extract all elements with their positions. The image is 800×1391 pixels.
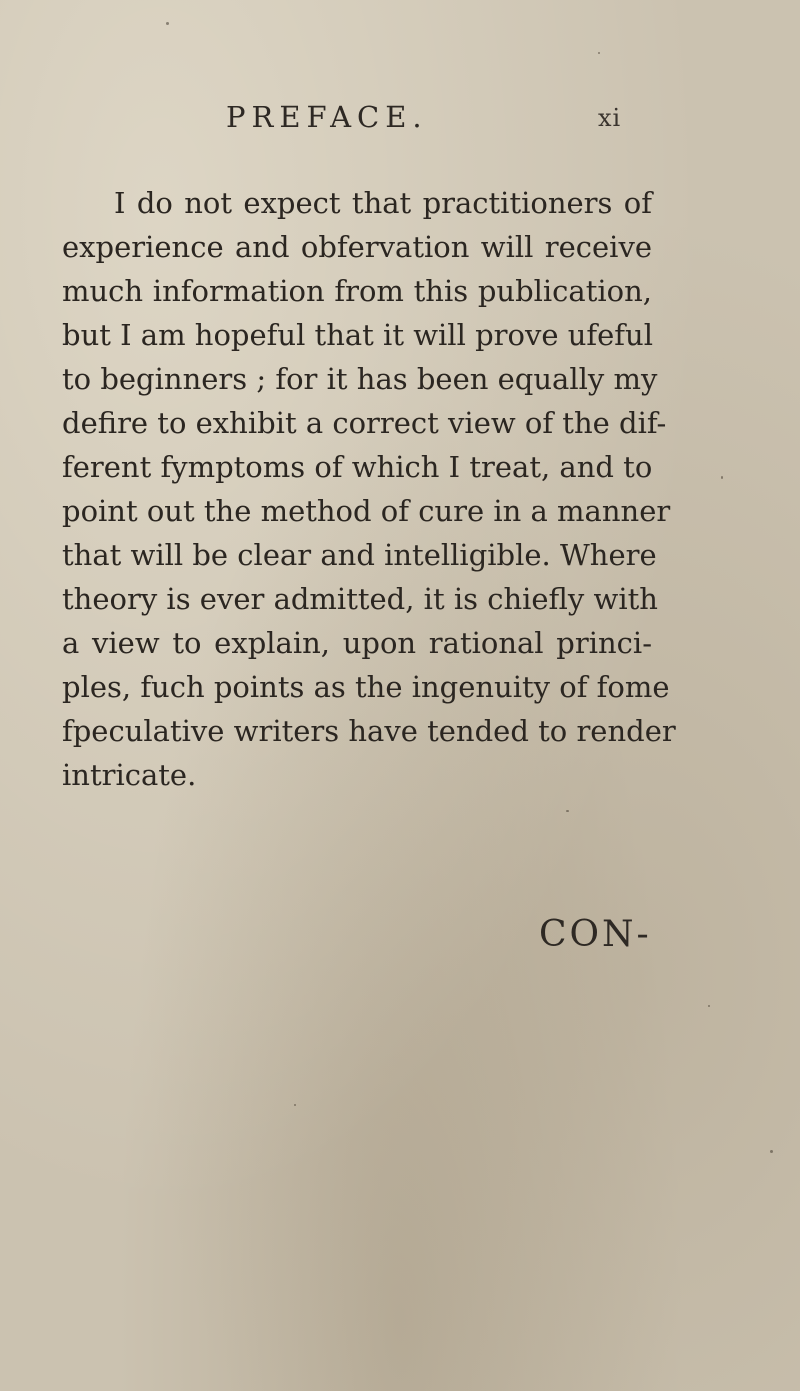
paper-speck: [770, 1150, 773, 1153]
catchword: CON-: [539, 914, 652, 955]
paper-speck: [566, 810, 569, 812]
text-line: experience and obfervation will receive: [62, 230, 652, 264]
text-line: fpeculative writers have tended to render: [62, 714, 676, 748]
page-number: xi: [598, 104, 622, 132]
paper-speck: [166, 22, 169, 25]
page-title: PREFACE.: [226, 100, 428, 134]
text-line: that will be clear and intelligible. Where: [62, 538, 657, 572]
text-line: ples, fuch points as the ingenuity of fome: [62, 670, 670, 704]
text-line: intricate.: [62, 758, 197, 792]
running-head: [226, 100, 636, 140]
paper-speck: [598, 52, 600, 54]
text-line: I do not expect that practitioners of: [114, 186, 652, 220]
text-line: much information from this publication,: [62, 274, 652, 308]
text-line: defire to exhibit a correct view of the dif-: [62, 406, 667, 440]
text-line: to beginners ; for it has been equally my: [62, 362, 658, 396]
paper-speck: [721, 476, 723, 479]
paper-speck: [294, 1104, 296, 1106]
text-line: a view to explain, upon rational princi-: [62, 626, 652, 660]
text-line: point out the method of cure in a manner: [62, 494, 671, 528]
paper-speck: [708, 1005, 710, 1007]
text-line: ferent fymptoms of which I treat, and to: [62, 450, 653, 484]
text-line: theory is ever admitted, it is chiefly with: [62, 582, 658, 616]
text-line: but I am hopeful that it will prove ufeful: [62, 318, 653, 352]
